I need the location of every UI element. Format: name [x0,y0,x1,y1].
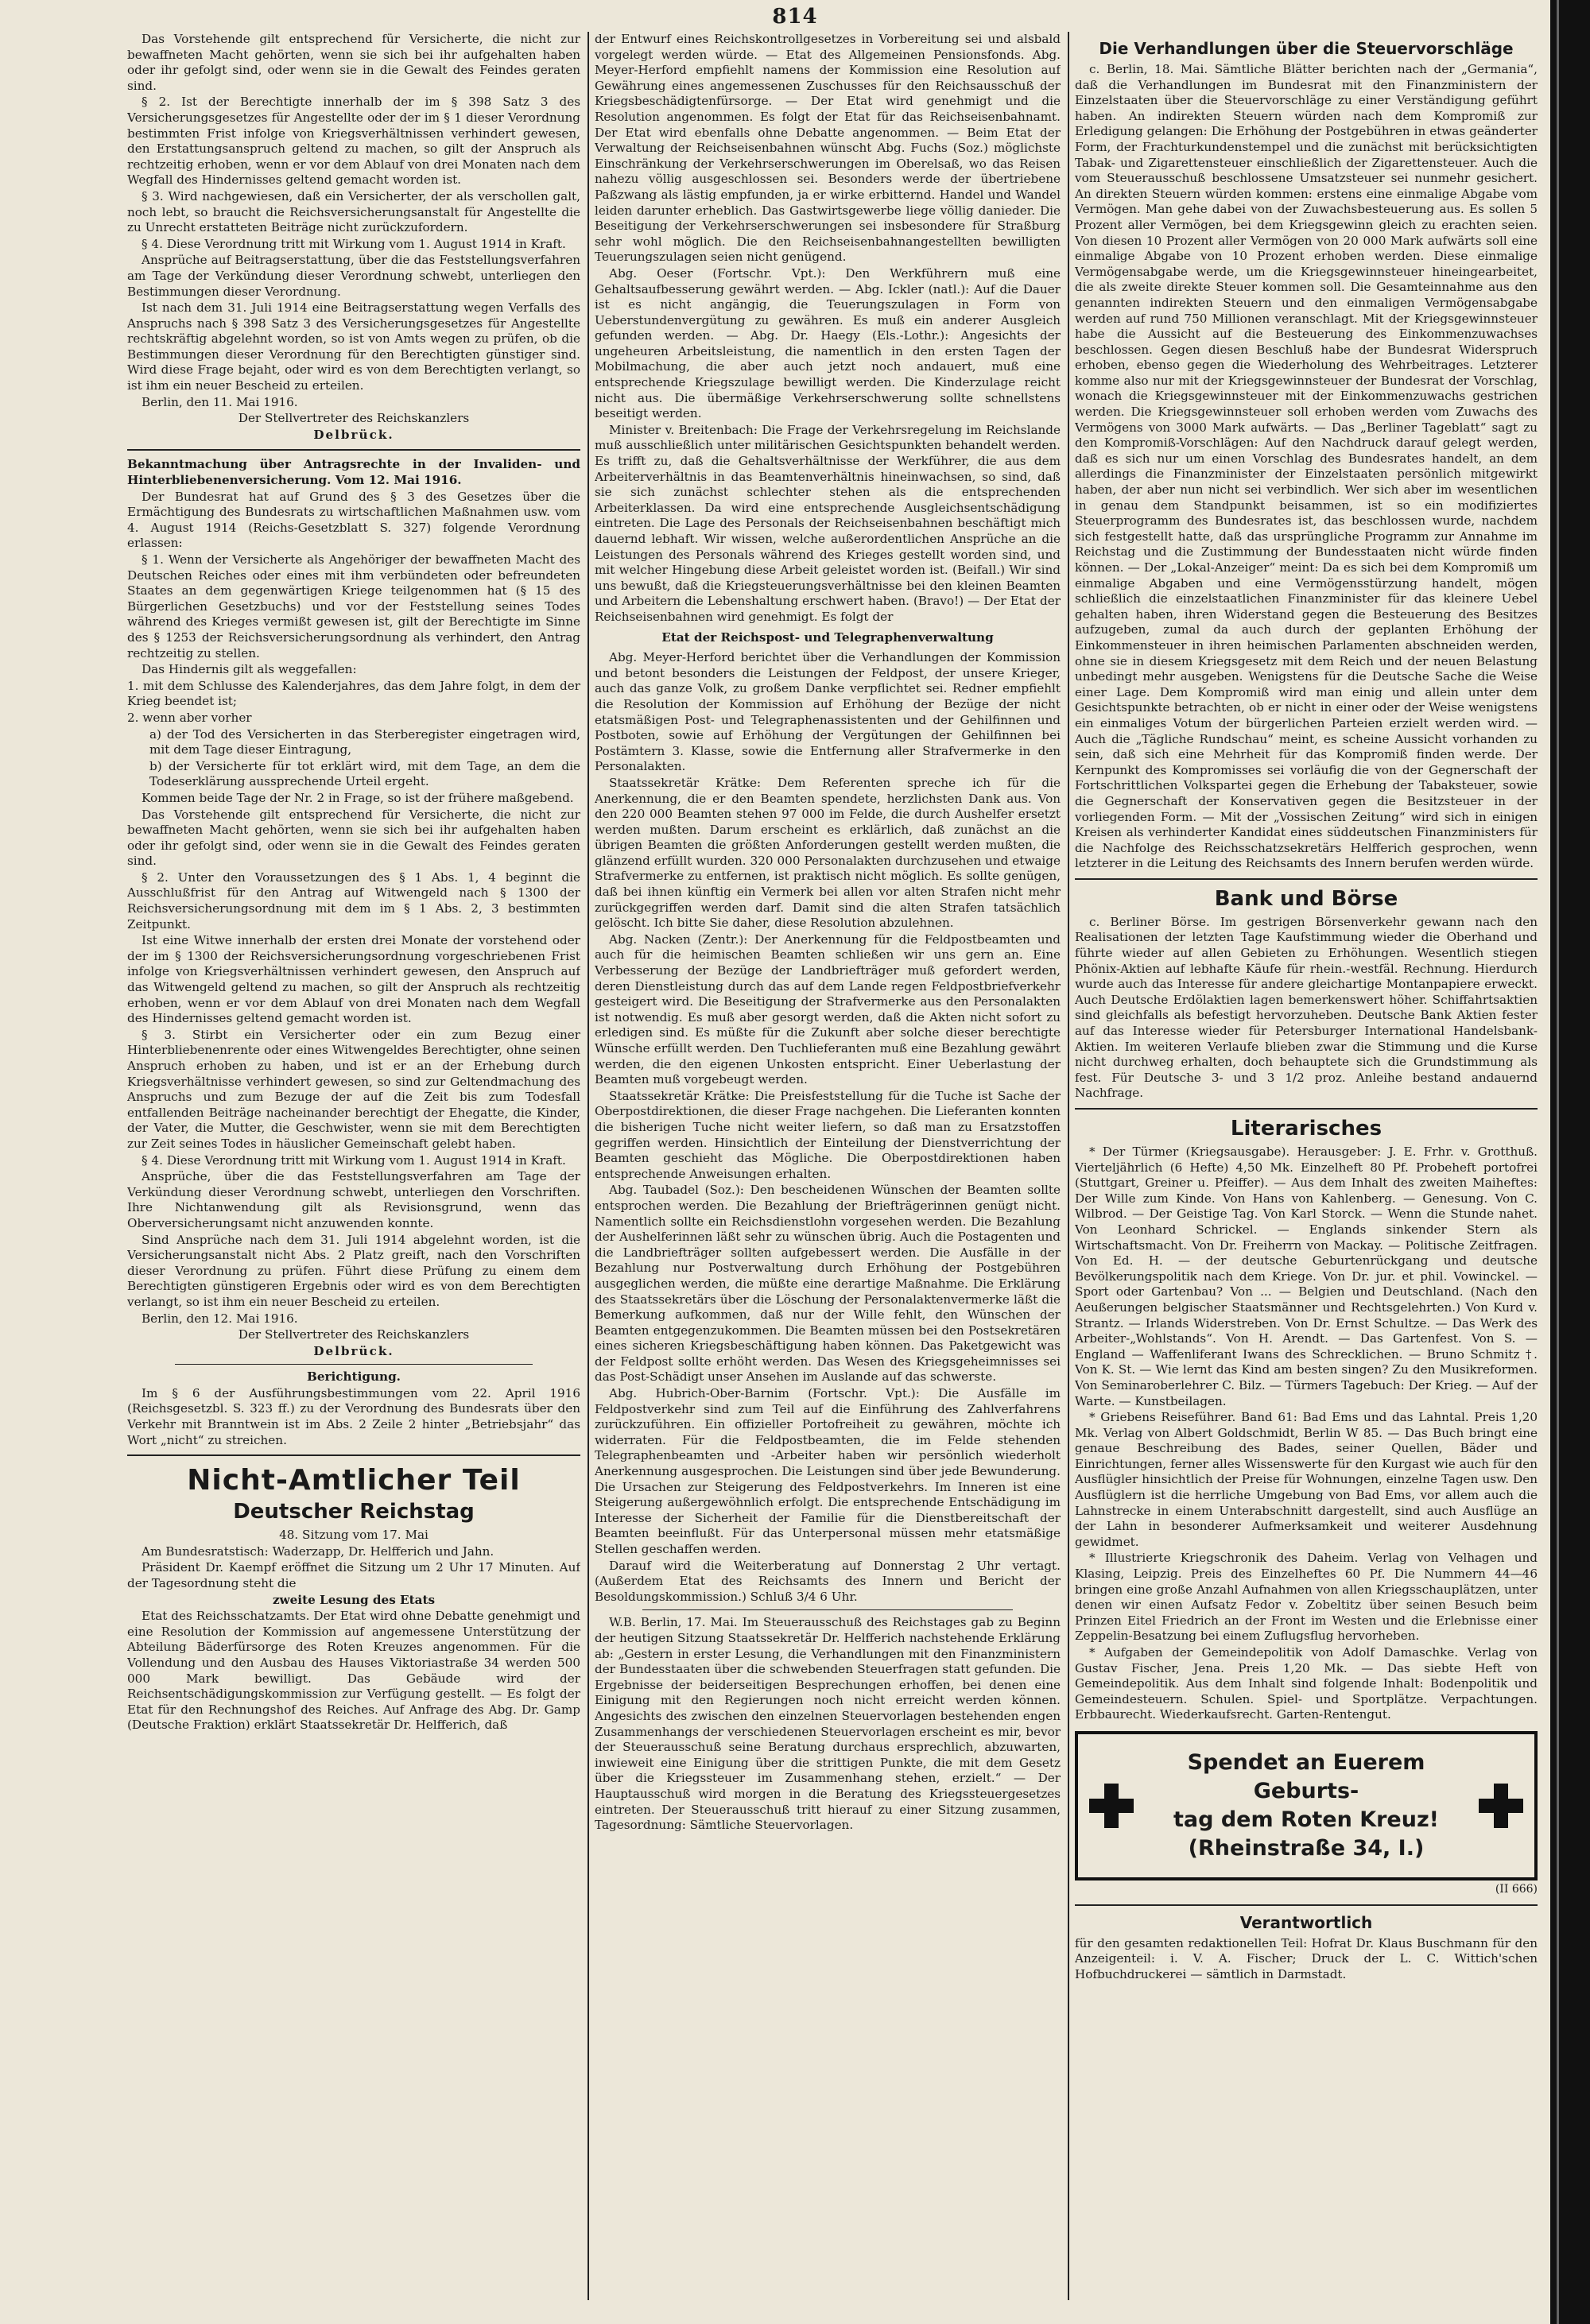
paragraph: § 3. Stirbt ein Versicherter oder ein zum Bezug einer Hinterbliebenenrente oder eines Witwengeldes Berechtigter, ohne seinen Anspruch erhoben zu haben, und ist er an der Erhebung durch Kriegsverhältnisse verhindert gewesen, so sind zur Geltendmachung des Anspruchs und zum Bezuge der auf die Zeit bis zum Todesfall entfallenden Beiträge nacheinander berechtigt der Ehegatte, die Kinder, der Vater, die Mutter, die Geschwister, wenn sie mit dem Berechtigten zur Zeit seines Todes in häuslicher Gemeinschaft gelebt haben. [127,1027,580,1151]
ad-text [1134,1749,1479,1863]
paragraph: * Der Türmer (Kriegsausgabe). Herausgeber: J. E. Frhr. v. Grotthuß. Vierteljährlich (6 Hefte) 4,50 Mk. Einzelheft 80 Pf. Probeheft portofrei (Stuttgart, Greiner u. Pfeiffer). — Aus dem Inhalt des zweiten Maiheftes: Der Wille zum Kinde. Von Hans von Kahlenberg. — Genesung. Von C. Wilbrod. — Der Geistige Tag. Von Karl Storck. — Wenn die Stunde nahet. Von Leonhard Schrickel. — Englands sinkender Stern als Wirtschaftsmacht. Von Dr. Freiherrn von Mackay. — Politische Zeitfragen. Von Ed. H. — der deutsche Geburtenrückgang und deutsche Bevölkerungspolitik nach dem Kriege. Von Dr. jur. et phil. Vowinckel. — Sport oder Gartenbau? Von ... — Belgien und Deutschland. (Nach den Aeußerungen belgischer Staatsmänner und Rechtsgelehrten.) Von Kurd v. Strantz. — Irlands Widerstreben. Von Dr. Ernst Schultze. — Das Werk des Arbeiter-„Wohlstands“. Von H. Arendt. — Das Gartenfest. Von S. — England — Waffenliferant Iwans des Schrecklichen. — Bruno Schmitz †. Von K. St. — Wie lernt das Kind am besten singen? Zu den Musikreformen. Von Seminaroberlehrer C. Bilz. — Türmers Tagebuch: Der Krieg. — Auf der Warte. — Kunstbeilagen. [1075,1145,1538,1408]
section-subheading: Deutscher Reichstag [233,1500,475,1524]
paragraph: * Aufgaben der Gemeindepolitik von Adolf Damaschke. Verlag von Gustav Fischer, Jena. Preis 1,20 Mk. — Das siebte Heft von Gemeindepolitik. Aus dem Inhalt sind folgende Inhalt: Bodenpolitik und Gemeindesteuern. Schulen. Spiel- und Sportplätze. Verpachtungen. Erbbaurecht. Wiederkaufsrecht. Garten-Rentengut. [1075,1645,1538,1722]
paragraph: Im § 6 der Ausführungsbestimmungen vom 22. April 1916 (Reichsgesetzbl. S. 323 ff.) zu der Verordnung des Bundesrats über den Verkehr mit Branntwein ist im Abs. 2 Zeile 2 hinter „Betriebsjahr“ das Wort „nicht“ zu streichen. [127,1385,580,1447]
signature-title: Der Stellvertreter des Reichskanzlers [238,1327,470,1342]
list-item: 1. mit dem Schlusse des Kalenderjahres, das dem Jahre folgt, in dem der Krieg beendet ist; [127,678,580,709]
paragraph: Kommen beide Tage der Nr. 2 in Frage, so ist der frühere maßgebend. [142,790,574,805]
imprint-heading: Verantwortlich [1239,1912,1373,1932]
paragraph: Sind Ansprüche nach dem 31. Juli 1914 abgelehnt worden, ist die Versicherungsanstalt nicht Abs. 2 Platz greift, nach den Vorschriften dieser Verordnung zu prüfen. Führt diese Prüfung zu einem dem Berechtigten günstigeren Ergebnis oder wird es von dem Berechtigten verlangt, so ist ihm ein neuer Bescheid zu erteilen. [127,1232,580,1309]
notice-title: Bekanntmachung über Antragsrechte in der Invaliden- und Hinterbliebenenversicherung. Vom 12. Mai 1916. [127,457,580,488]
signature-name: Delbrück. [313,427,394,442]
paragraph: Abg. Oeser (Fortschr. Vpt.): Den Werkführern muß eine Gehaltsaufbesserung gewährt werden. — Abg. Ickler (natl.): Auf die Dauer ist es nicht angängig, die Teuerungszulagen in Form von Ueberstundenvergütung zu gewähren. Es muß ein anderer Ausgleich gefunden werden. — Abg. Dr. Haegy (Els.-Lothr.): Angesichts der ungeheuren Arbeitsleistung, die namentlich in den ersten Tagen der Mobilmachung, die aber auch jetzt noch andauert, muß eine entsprechende Kriegszulage bewilligt werden. Die Kinderzulage reicht nicht aus. Die übermäßige Verkehrserschwerung sollte schnellstens beseitigt werden. [595,265,1061,421]
signature-name: Delbrück. [313,1343,394,1358]
scan-edge [1550,0,1590,2324]
list-item: 2. wenn aber vorher [127,710,252,725]
paragraph: Minister v. Breitenbach: Die Frage der Verkehrsregelung im Reichslande muß ausschließlich unter militärischen Gesichtspunkten behandelt werden. Es trifft zu, daß die Gehaltsverhältnisse der Werkführer, die aus dem Arbeiterverhältnis in das Beamtenverhältnis hineinwachsen, so sind, daß sie sich zunächst schlechter stehen als die entsprechenden Arbeiterklassen. Da wird eine entsprechende Ausgleichsentschädigung eintreten. Die Lage des Personals der Reichseisenbahnen beschäftigt mich dauernd lebhaft. Wir wissen, welche außerordentlichen Ansprüche an die Leistungen des Personals während des Krieges gestellt worden sind, und mit welcher Hingebung diese Arbeit geleistet worden ist. (Beifall.) Wir sind uns bewußt, daß die Kriegsteuerungsverhältnisse bei den kleinen Beamten und Arbeitern die Lebenshaltung erschwert haben. (Bravo!) — Der Etat der Reichseisenbahnen wird genehmigt. Es folgt der [595,422,1061,624]
paragraph: Abg. Taubadel (Soz.): Den bescheidenen Wünschen der Beamten sollte entsprochen werden. Die Bezahlung der Briefträgerinnen genügt nicht. Namentlich sollte ein Reichsdienstlohn vorgesehen werden. Die Bezahlung der Aushelferinnen läßt sehr zu wünschen übrig. Auch die Postagenten und die Landbriefträger sollten aufgebessert werden. Die Ausfälle in der Bezahlung nur Postverwaltung durch Erhöhung der Postgebühren ausgeglichen werden, die müßte eine derartige Maßnahme. Die Erklärung des Staatssekretärs über die Löschung der Personalaktenvermerke läßt die Bemerkung aufkommen, daß nur der Wille fehlt, den Wünschen der Beamten entgegenzukommen. Die Beamten müssen bei den Postsekretären eines sicheren Kriegsbeschäftigung haben können. Das Paketgewicht was der Feldpost sollte erhöht werden. Das Wesen des Kriegsgeheimnisses sei das Post-Schädigt unser Ansehen im Auslande auf das schwerste. [595,1183,1061,1385]
paragraph: Abg. Hubrich-Ober-Barnim (Fortschr. Vpt.): Die Ausfälle im Feldpostverkehr sind zum Teil auf die Einführung des Zahlverfahrens zurückzuführen. Ein offizieller Portofreiheit zu gewähren, möchte ich widerraten. Für die Feldpostbeamten, die im Felde stehenden Telegraphenbeamten und -Arbeiter haben wir persönlich wiederholt Anerkennung ausgesprochen. Die Leistungen sind über jede Bewunderung. Die Ursachen zur Steigerung des Feldpostverkehrs. Im Inneren ist eine Steigerung außergewöhnlich erfolgt. Die entsprechende Entschädigung im Interesse der Sicherheit der Familie für die Dienstbereitschaft der Beamten beeinflußt. Für das Unterpersonal müssen mehr etatsmäßige Stellen geschaffen werden. [595,1386,1061,1556]
ad-reference: (II 666) [1495,1882,1538,1896]
paragraph: Präsident Dr. Kaempf eröffnet die Sitzung um 2 Uhr 17 Minuten. Auf der Tagesordnung steht die [127,1560,580,1591]
signature-title: Der Stellvertreter des Reichskanzlers [238,411,470,426]
date-line: Berlin, den 11. Mai 1916. [142,394,298,409]
paragraph: * Illustrierte Kriegschronik des Daheim. Verlag von Velhagen und Klasing, Leipzig. Preis des Einzelheftes 60 Pf. Die Nummern 44—46 bringen eine große Anzahl Aufnahmen von allen Kriegsschauplätzen, unter denen wir einen Aufsatz Fedor v. Zobeltitz über seinen Besuch beim Prinzen Eitel Friedrich an der Front im Westen und die Erlebnisse einer Zeppelin-Besatzung bei einem Zuflugsflug hervorheben. [1075,1551,1538,1644]
paragraph: Etat des Reichsschatzamts. Der Etat wird ohne Debatte genehmigt und eine Resolution der Kommission auf angemessene Unterstützung der Abteilung Bäderfürsorge des Roten Kreuzes angenommen. Für die Vollendung und den Ausbau des Hauses Viktoriastraße 34 werden 500 000 Mark bewilligt. Das Gebäude wird der Reichsentschädigungskommission zur Verfügung gestellt. — Es folgt der Etat für den Rechnungshof des Reiches. Auf Anfrage des Abg. Dr. Gamp (Deutsche Fraktion) erklärt Staatssekretär Dr. Helfferich, daß [127,1609,580,1733]
divider [1075,878,1538,880]
paragraph: Ist eine Witwe innerhalb der ersten drei Monate der vorstehend oder der im § 1300 der Reichsversicherungsordnung vorgeschriebenen Frist infolge von Kriegsverhältnissen verhindert gewesen, den Anspruch auf das Witwengeld geltend zu machen, so gilt der Anspruch als rechtzeitig erhoben, wenn er vor dem Ablauf von drei Monaten nach dem Wegfall des Hindernisses geltend gemacht worden ist. [127,933,580,1026]
paragraph: § 2. Unter den Voraussetzungen des § 1 Abs. 1, 4 beginnt die Ausschlußfrist für den Antrag auf Witwengeld nach § 1300 der Reichsversicherungsordnung mit dem im § 1 Abs. 2, 3 bestimmten Zeitpunkt. [127,870,580,932]
divider [127,449,580,451]
paragraph: Staatssekretär Krätke: Die Preisfeststellung für die Tuche ist Sache der Oberpostdirektionen, die dieser Frage nachgehen. Die Lieferanten konnten die bisherigen Tuche nicht weiter liefern, so daß man zu Ersatzstoffen gegriffen werden. Hinsichtlich der Einteilung der Dienstverrichtung der Beamten geschieht das Mögliche. Die Oberpostdirektionen haben entsprechende Anweisungen erhalten. [595,1088,1061,1181]
article-heading: Die Verhandlungen über die Steuervorschläge [1099,39,1514,58]
paragraph: c. Berliner Börse. Im gestrigen Börsenverkehr gewann nach den Realisationen der letzten Tage Kaufstimmung wieder die Oberhand und führte wieder auf allen Gebieten zu Erhöhungen. Wesentlich stiegen Phönix-Aktien auf lebhafte Käufe für rhein.-westfäl. Rechnung. Hierdurch wurde auch das Interesse für andere gleichartige Montanpapiere erweckt. Auch Deutsche Erdölaktien lagen bemerkenswert höher. Schiffahrtsaktien sind gleichfalls als befestigt hervorzuheben. Deutsche Bank Aktien fester auf das Interesse wieder für Petersburger International Handelsbank-Aktien. Im weiteren Verlaufe blieben zwar die Stimmung und die Kurse nicht durchweg erhalten, doch behauptete sich die Grundstimmung als fest. Für Deutsche 3- und 3 1/2 proz. Anleihe bestand andauernd Nachfrage. [1075,914,1538,1101]
ad-line: (Rheinstraße 34, I.) [1188,1835,1425,1861]
paragraph: Abg. Nacken (Zentr.): Der Anerkennung für die Feldpostbeamten und auch für die heimischen Beamten schließen wir uns gern an. Eine Verbesserung der Bezüge der Landbriefträger muß gefordert werden, deren Dienstleistung durch das auf dem Lande regen Feldpostbriefverkehr gesteigert wird. Die Beseitigung der Strafvermerke aus den Personalakten ist notwendig. Es muß aber gesorgt werden, daß die Akten nicht sofort zu erledigen sind. Es müßte für die Zukunft aber solche dieser berechtigte Wünsche erfüllt werden. Den Tuchlieferanten muß eine Bezahlung gewährt werden, die den eigenen Unkosten entspricht. Einer Ueberlastung der Beamten muß vorgebeugt werden. [595,932,1061,1087]
paragraph: W.B. Berlin, 17. Mai. Im Steuerausschuß des Reichstages gab zu Beginn der heutigen Sitzung Staatssekretär Dr. Helfferich nachstehende Erklärung ab: „Gestern in erster Lesung, die Verhandlungen mit den Finanzministern der Bundesstaaten über die schwebenden Steuerfragen statt gefunden. Die Ergebnisse der beiderseitigen Besprechungen erhoffen, bei denen eine Einigung mit den Regierungen noch nicht erreicht werden können. Angesichts des zwischen den einzelnen Steuervorlagen bestehenden engen Zusammenhangs der verschiedenen Steuervorlagen erscheint es mir, bevor der Steuerausschuß seine Beratung durchaus ersprechlich, abzuwarten, inwieweit eine Einigung über die strittigen Punkte, die mit dem Gesetz über die Kriegssteuer im Zusammenhang stehen, erzielt.“ — Der Hauptausschuß wird morgen in die Beratung des Kriegssteuergesetzes eintreten. Der Steuerausschuß tritt hierauf zu einer Sitzung zusammen, Tagesordnung: Sämtliche Steuervorlagen. [595,1615,1061,1833]
paragraph: § 3. Wird nachgewiesen, daß ein Versicherter, der als verschollen galt, noch lebt, so braucht die Reichsversicherungsanstalt für Angestellte die zu Unrecht erstatteten Beiträge nicht zurückzufordern. [127,188,580,235]
page-number: 814 [772,5,818,29]
paragraph: Das Vorstehende gilt entsprechend für Versicherte, die nicht zur bewaffneten Macht gehörten, wenn sie sich bei ihr aufgehalten haben oder ihr gefolgt sind, oder wenn sie in die Gewalt des Feindes geraten sind. [127,807,580,869]
paragraph: Am Bundesratstisch: Waderzapp, Dr. Helfferich und Jahn. [142,1544,494,1559]
paragraph: Abg. Meyer-Herford berichtet über die Verhandlungen der Kommission und betont besonders die Leistungen der Feldpost, der unsere Krieger, auch das ganze Volk, zu großem Danke verpflichtet sei. Redner empfiehlt die Resolution der Kommission auf Erhöhung der Bezüge der nicht etatsmäßigen Post- und Telegraphenassistenten und der Gehilfinnen und Postboten, sowie auf Erhöhung der Vergütungen der Gehilfinnen bei Postämtern 3. Klasse, sowie die Entfernung aller Strafvermerke in den Personalakten. [595,650,1061,774]
divider [1075,1108,1538,1110]
paragraph: Ansprüche auf Beitragserstattung, über die das Feststellungsverfahren am Tage der Verkündung dieser Verordnung schwebt, unterliegen den Bestimmungen dieser Verordnung. [127,253,580,299]
divider [642,1609,1013,1610]
red-cross-advertisement [1075,1731,1538,1881]
date-line: Berlin, den 12. Mai 1916. [142,1311,298,1326]
paragraph: Das Hindernis gilt als weggefallen: [142,662,357,677]
divider [175,1364,533,1365]
column-3 [1075,32,1538,2300]
red-cross-icon [1479,1784,1523,1828]
list-item: b) der Versicherte für tot erklärt wird, mit dem Tage, an dem die Todeserklärung aussprechende Urteil ergeht. [149,758,580,789]
section-heading: Nicht-Amtlicher Teil [187,1464,521,1497]
paragraph: Der Bundesrat hat auf Grund des § 3 des Gesetzes über die Ermächtigung des Bundesrats zu wirtschaftlichen Maßnahmen usw. vom 4. August 1914 (Reichs-Gesetzblatt S. 327) folgende Verordnung erlassen: [127,489,580,551]
paragraph: * Griebens Reiseführer. Band 61: Bad Ems und das Lahntal. Preis 1,20 Mk. Verlag von Albert Goldschmidt, Berlin W 85. — Das Buch bringt eine genaue Beschreibung des Bades, seiner Quellen, Bäder und Einrichtungen, ferner alles Wissenswerte für den Kurgast wie auch für den Ausflügler hinsichtlich der Preise für Wohnungen, einzelne Tagen usw. Den Ausflüglern ist die herrliche Umgebung von Bad Ems, vor allem auch die Lahnstrecke in einem Unterabschnitt dargestellt, sind auch Ausflüge an der Lahn in besonderer Aufmerksamkeit und weiterer Ausdehnung gewidmet. [1075,1410,1538,1549]
section-heading-literature: Literarisches [1230,1117,1383,1141]
divider [1075,1904,1538,1906]
paragraph: Ist nach dem 31. Juli 1914 eine Beitragserstattung wegen Verfalls des Anspruchs nach § 398 Satz 3 des Versicherungsgesetzes für Angestellte rechtskräftig abgelehnt worden, so ist von Amts wegen zu prüfen, ob die Bestimmungen dieser Verordnung für den Berechtigten günstiger sind. Wird diese Frage bejaht, oder wird es von dem Berechtigten verlangt, so ist ihm ein neuer Bescheid zu erteilen. [127,300,580,393]
paragraph: c. Berlin, 18. Mai. Sämtliche Blätter berichten nach der „Germania“, daß die Verhandlungen im Bundesrat mit den Finanzministern der Einzelstaaten über die Steuervorschläge zu einer Verständigung geführt haben. An indirekten Steuern würden nach dem Kompromiß zur Erledigung gelangen: Die Erhöhung der Postgebühren in etwas geänderter Form, der Frachturkundenstempel und die zunächst mit berücksichtigten Tabak- und Zigarettensteuer einschließlich der Zigarettensteuer. Auch die vom Steuerausschuß beschlossene Umsatzsteuer sei nunmehr gesichert. An direkten Steuern würden kommen: erstens eine einmalige Abgabe vom Vermögen. Man gehe dabei von der Zuwachsbesteuerung aus. Es sollen 5 Prozent aller Vermögen, bei dem Kriegsgewinn gleich zu erachten seien. Von diesen 10 Prozent aller Vermögen von 20 000 Mark aufwärts soll eine einmalige Abgabe von 10 Prozent erhoben werden. Diese einmalige Vermögensabgabe werde, um die Kriegsgewinnsteuer hineingearbeitet, die als zweite direkte Steuer kommen soll. Die Gesamteinnahme aus den genannten indirekten Steuern und den einmaligen Vermögensabgabe werden auf rund 750 Millionen veranschlagt. Mit der Kriegsgewinnsteuer habe die Aussicht auf die Besteuerung des Einkommenzuwachses beschlossen. Gegen diesen Beschluß habe der Bundesrat Widerspruch erhoben, ebenso gegen die Wiederholung des Wehrbeitrages. Letzterer komme also nur mit der Kriegsgewinnsteuer der Bundesrat der Vorschlag, wonach die Kriegsgewinnsteuer mit der Einkommenzuwachs gestrichen werden. Die Kriegsgewinnsteuer soll erhoben werden vom Zuwachs des Vermögens von 3000 Mark aufwärts. — Das „Berliner Tageblatt“ sagt zu den Kompromiß-Vorschlägen: Auf den Nachdruck darauf gelegt werden, daß es sich nur um einen Vorschlag des Bundesrates handelt, an dem allerdings die Finanzminister der Einzelstaaten persönlich mitgewirkt haben, der aber nun nicht sei verbindlich. Wer sich aber im wesentlichen in genau dem Standpunkt beisammen, ist so ein modifiziertes Steuerprogramm des Bundesrates ist, das beschlossen wurde, nachdem sich festgestellt hatte, daß das ursprüngliche Programm zur Annahme im Reichstag und die Zustimmung der Bundesstaaten nicht würde finden können. — Der „Lokal-Anzeiger“ meint: Da es sich bei dem Kompromiß um einmalige Abgaben und eine Vermögensstürzung handelt, mögen schließlich die einzelstaatlichen Finanzminister für das kleinere Uebel gehalten haben, ihren Widerstand gegen die Besteuerung des Besitzes aufzugeben, zumal da auch durch der geplanten Erhöhung der Einkommensteuer in ihren heimischen Parlamenten abschneiden werden, ohne sie in diesem Kriegsgesetz mit dem Reich und der neuen Belastung unbedingt mehr ausgeben. Wenigstens für die Deutsche Sache die Weise einer Lage. Dem Kompromiß wird man einig und allein unter dem Gesichtspunkte betrachten, ob er nicht in einer oder der Weise wenigstens ein einmaliges Votum der bürgerlichen Parteien erzielt werden wird. — Auch die „Tägliche Rundschau“ meint, es scheine Aussicht vorhanden zu sein, daß sich eine Mehrheit für das Kompromiß finden werde. Der Kernpunkt des Kompromisses sei vorläufig die von der Gegnerschaft der Fortschrittlichen Volkspartei gegen die Erhebung der Tabaksteuer, sowie die Gegnerschaft der Konservativen gegen die Besitzsteuer in der vorliegenden Form. — Mit der „Vossischen Zeitung“ wird sich in einigen Kreisen als verhinderter Kandidat eines süddeutschen Finanzministers für die Nachfolge des Reichsschatzsekretärs Helfferich gesprochen, wenn letzterer in die Leitung des Reichsamts des Innern berufen werden würde. [1075,62,1538,871]
paragraph: § 4. Diese Verordnung tritt mit Wirkung vom 1. August 1914 in Kraft. [142,1152,566,1168]
ad-line: Spendet an Euerem Geburts- [1187,1749,1425,1803]
section-heading-bank: Bank und Börse [1214,886,1398,911]
paragraph: Darauf wird die Weiterberatung auf Donnerstag 2 Uhr vertagt. (Außerdem Etat des Reichsamts des Innern und Bericht der Besoldungskommission.) Schluß 3/4 6 Uhr. [595,1558,1061,1604]
divider [127,1454,580,1456]
red-cross-icon [1089,1784,1134,1828]
column-1 [127,32,580,2300]
imprint-text: für den gesamten redaktionellen Teil: Hofrat Dr. Klaus Buschmann für den Anzeigenteil: i. V. A. Fischer; Druck der L. C. Wittich'schen Hofbuchdruckerei — sämtlich in Darmstadt. [1075,1935,1538,1981]
paragraph: der Entwurf eines Reichskontrollgesetzes in Vorbereitung sei und alsbald vorgelegt werden würde. — Etat des Allgemeinen Pensionsfonds. Abg. Meyer-Herford empfiehlt namens der Kommission eine Resolution auf Gewährung eines angemessenen Zuschusses für den Reichsausschuß der Kriegsbeschädigtenfürsorge. — Der Etat wird genehmigt und die Resolution angenommen. Es folgt der Etat für das Reichseisenbahnamt. Der Etat wird ebenfalls ohne Debatte angenommen. — Beim Etat der Verwaltung der Reichseisenbahnen wünscht Abg. Fuchs (Soz.) möglichste Einschränkung der Verkehrserschwerungen im Oberelsaß, wo das Reisen nahezu völlig ausgeschlossen sei. Besonders werde der übertriebene Paßzwang als lästig empfunden, ja er wirke erbitternd. Handel und Wandel leiden darunter erheblich. Das Gastwirtsgewerbe liege völlig danieder. Die Beseitigung der Verkehrserschwerungen sei insbesondere für Straßburg sehr wohl möglich. Die den Reichseisenbahnangestellten bewilligten Teuerungszulagen seien nicht genügend. [595,32,1061,265]
paragraph: Das Vorstehende gilt entsprechend für Versicherte, die nicht zur bewaffneten Macht gehörten, wenn sie sich bei ihr aufgehalten haben oder ihr gefolgt sind, oder wenn sie in die Gewalt des Feindes geraten sind. [127,32,580,93]
column-rule [588,32,589,2300]
paragraph: § 2. Ist der Berechtigte innerhalb der im § 398 Satz 3 des Versicherungsgesetzes für Angestellte oder der im § 1 dieser Verordnung bestimmten Frist infolge von Kriegsverhältnissen verhindert gewesen, den Erstattungsanspruch geltend zu machen, so gilt der Anspruch als rechtzeitig erhoben, wenn er vor dem Ablauf von drei Monaten nach dem Wegfall des Hindernisses geltend gemacht worden ist. [127,95,580,188]
paragraph: § 4. Diese Verordnung tritt mit Wirkung vom 1. August 1914 in Kraft. [142,236,566,251]
column-rule [1068,32,1069,2300]
correction-title: Berichtigung. [307,1369,401,1385]
paragraph: § 1. Wenn der Versicherte als Angehöriger der bewaffneten Macht des Deutschen Reiches oder eines mit ihm verbündeten oder befreundeten Staates an dem gegenwärtigen Kriege teilgenommen hat (§ 15 des Bürgerlichen Gesetzbuchs) und vor der Feststellung seines Todes während des Krieges vermißt gewesen ist, gilt der Berechtigte im Sinne des § 1253 der Reichsversicherungsordnung als verhindert, den Antrag rechtzeitig zu stellen. [127,552,580,660]
session-line: 48. Sitzung vom 17. Mai [279,1528,429,1543]
list-item: a) der Tod des Versicherten in das Sterberegister eingetragen wird, mit dem Tage dieser Eintragung, [149,726,580,757]
etat-title: Etat der Reichspost- und Telegraphenverwaltung [661,629,994,645]
paragraph: Staatssekretär Krätke: Dem Referenten spreche ich für die Anerkennung, die er den Beamten spendete, herzlichsten Dank aus. Von den 220 000 Beamten stehen 97 000 im Felde, die durch Aushelfer ersetzt werden mußten. Darum erscheint es erklärlich, daß zunächst an die übrigen Beamten die größten Anforderungen gestellt werden mußten, die glänzend erfüllt wurden. 320 000 Personalakten durchzusehen und etwaige Strafvermerke zu entfernen, ist praktisch nicht möglich. Es sollte genügen, daß bei ihnen künftig ein Vermerk bei allen vor alten Strafen nicht mehr zurückgegriffen werden darf. Damit sind die alten Strafen tatsächlich gelöscht. Ich bitte Sie daher, diese Resolution abzulehnen. [595,775,1061,931]
paragraph: Ansprüche, über die das Feststellungsverfahren am Tage der Verkündung dieser Verordnung schwebt, unterliegen den Vorschriften. Ihre Nichtanwendung gilt als Revisionsgrund, wenn das Oberversicherungsamt nicht anzuwenden konnte. [127,1169,580,1230]
column-2 [595,32,1061,2300]
agenda-title: zweite Lesung des Etats [272,1592,436,1607]
ad-line: tag dem Roten Kreuz! [1173,1807,1439,1832]
